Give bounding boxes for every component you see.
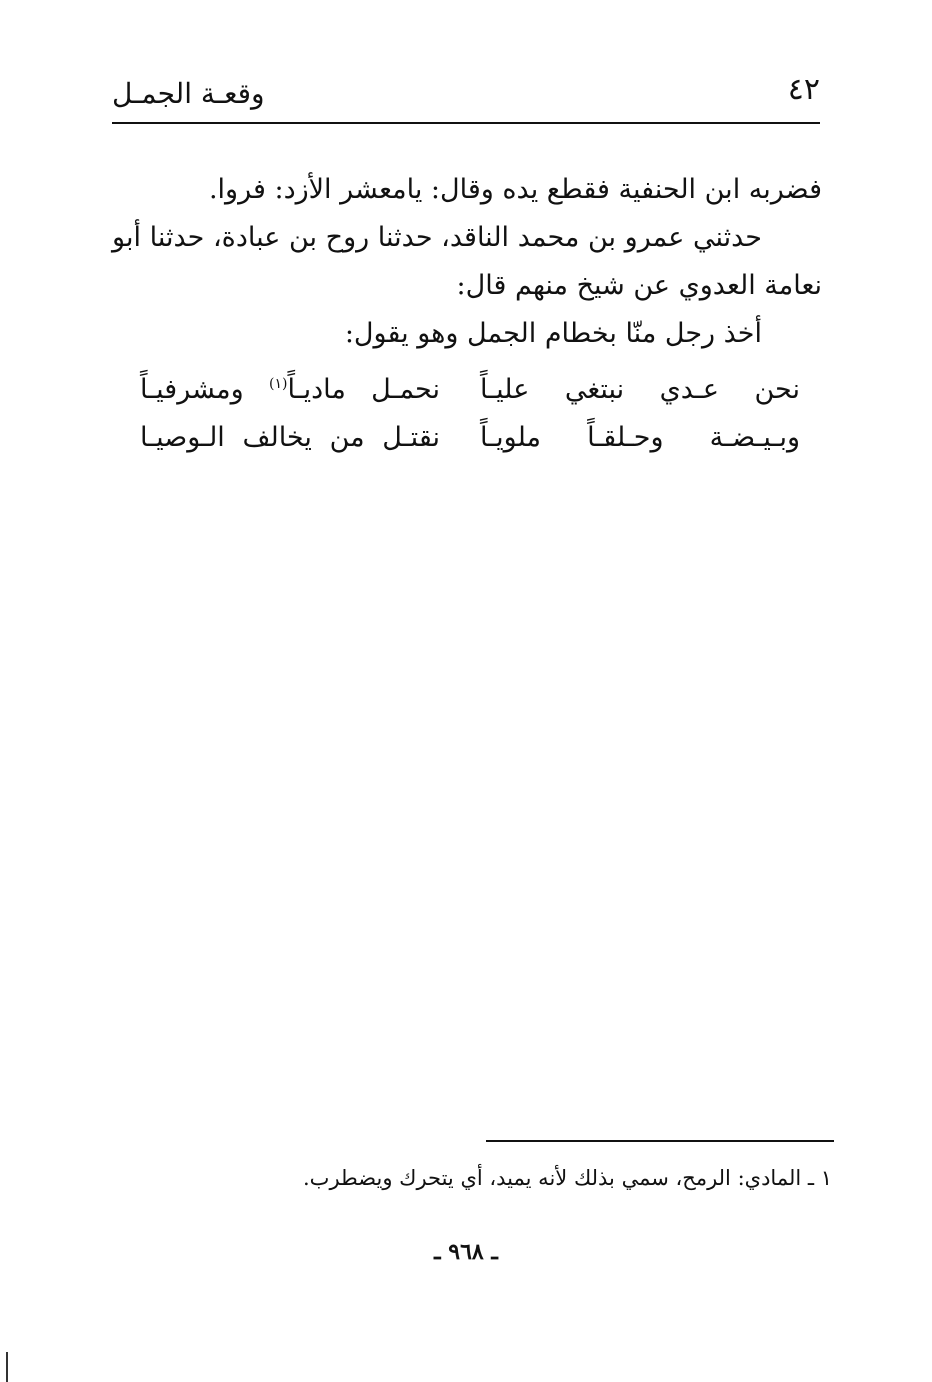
paragraph-2: حدثني عمرو بن محمد الناقد، حدثنا روح بن عبادة، حدثنا أبو نعامة العدوي عن شيخ منهم قال: — [112, 222, 822, 301]
verse-1-second-text: نحمـل ماديـاً — [287, 374, 440, 405]
paragraph-1: فضربه ابن الحنفية فقطع يده وقال: يامعشر الأزد: فروا. — [208, 174, 822, 205]
paragraph-3: أخذ رجل منّا بخطام الجمل وهو يقول: — [344, 318, 762, 349]
footnote-marker[interactable]: (١) — [268, 376, 288, 392]
verse-2-first-hemistich: وبـيـضـة وحـلقـاً ملويـاً — [480, 422, 800, 453]
running-header — [112, 70, 820, 120]
footnote: ١ ـ المادي: الرمح، سمي بذلك لأنه يميد، أي يتحرك ويضطرب. — [303, 1166, 832, 1190]
body-text — [112, 166, 822, 358]
verse-1-first-hemistich: نحن عـدي نبتغي عليـاً — [480, 374, 800, 405]
verse-line-1 — [140, 366, 800, 414]
verse-line-2 — [140, 414, 800, 462]
header-title: وقعـة الجمـل — [112, 77, 265, 110]
verse-2-second-hemistich: نقتـل من يخالف الـوصيـا — [140, 422, 440, 453]
verse-1-second-tail: ومشرفيـاً — [140, 374, 269, 405]
folio-page-number: ـ ٩٦٨ ـ — [434, 1239, 498, 1265]
scan-edge-mark — [6, 1352, 8, 1382]
verse-1-second-hemistich — [140, 366, 440, 414]
header-rule — [112, 122, 820, 124]
header-page-number: ٤٢ — [787, 72, 820, 107]
footnote-rule — [486, 1140, 834, 1142]
